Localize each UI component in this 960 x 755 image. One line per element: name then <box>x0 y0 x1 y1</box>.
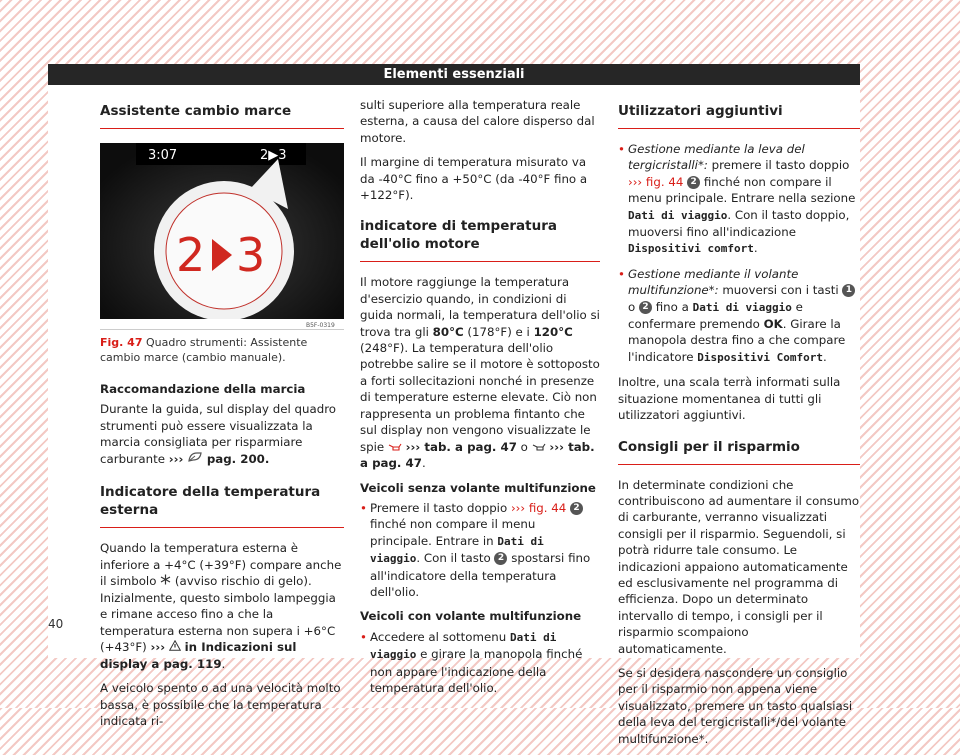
display-gear-big-left: 2 <box>176 228 206 282</box>
fig-link[interactable]: ››› fig. 44 <box>510 501 567 516</box>
key-badge-2c: 2 <box>639 301 652 314</box>
section-title-gear-assist: Assistente cambio marce <box>100 102 344 129</box>
caption-label: Fig. 47 <box>100 336 143 349</box>
warning-triangle-icon <box>169 639 181 655</box>
subheading-recommendation: Raccomandazione della marcia <box>100 382 306 396</box>
snowflake-icon <box>160 573 171 589</box>
outside-temp-paragraph: Quando la temperatura esterna è inferiore a +4°C (+39°F) compare anche il simbolo (avviso rischio di gelo). Inizialmente, questo simbolo lampeggia e rimane acceso fino a che la temperatura esterna non supera i +6°C (+43°F) ››› in Indicazioni sul display a pag. 119. <box>100 541 342 671</box>
key-badge-1: 1 <box>842 284 855 297</box>
manual-page <box>48 64 860 746</box>
oil-temp-icon <box>532 439 546 455</box>
figure-caption <box>100 336 344 365</box>
caption-text: Quadro strumenti: Assistente cambio marce (cambio manuale). <box>100 336 308 364</box>
display-gear-big-right: 3 <box>236 228 266 282</box>
col2-paragraph-1: sulti superiore alla temperatura reale esterna, a causa del calore disperso dal motore. <box>360 98 595 145</box>
table-link-2[interactable]: ››› tab. a pag. 47 <box>360 439 595 471</box>
column-2 <box>360 85 600 704</box>
section-title-oil-temp: indicatore di temperatura dell'olio motore <box>360 217 600 262</box>
recommendation-link[interactable]: pag. 200 <box>206 451 265 466</box>
key-badge-2b: 2 <box>494 552 507 565</box>
saving-tips-paragraph-1: In determinate condizioni che contribuiscono ad aumentare il consumo di carburante, verranno visualizzati consigli per il risparmio. Seguendoli, si potrà ridurre tale consumo. Le indicazioni appaiono automaticamente ed esclusivamente nel programma di efficienza. Dopo un determinato intervallo di tempo, i consigli per il risparmio scompaiono automaticamente. <box>618 477 860 656</box>
display-gear-top: 2▶3 <box>260 148 287 163</box>
display-indications-link[interactable]: in Indicazioni sul display a pag. 119 <box>100 640 297 671</box>
bullet-no-mfsw: • Premere il tasto doppio ››› fig. 44 2 finché non compare il menu principale. Entrare in Dati di viaggio. Con il tasto 2 spostarsi fino all'indicatore della temperatura dell'olio. <box>360 500 600 600</box>
additional-users-paragraph: Inoltre, una scala terrà informati sulla situazione momentanea di tutti gli utilizzatori aggiuntivi. <box>618 375 841 423</box>
saving-tips-paragraph-2: Se si desidera nascondere un consiglio per il risparmio non appena viene visualizzato, premere un tasto qualsiasi della leva del tergicristalli*/del volante multifunzione*. <box>618 665 853 746</box>
figure-code: B5F-0319 <box>306 322 335 329</box>
key-badge-c3: 2 <box>687 176 700 189</box>
section-title-additional-users: Utilizzatori aggiuntivi <box>618 102 860 129</box>
subheading-mfsw: Veicoli con volante multifunzione <box>360 609 582 624</box>
table-link-1[interactable]: ››› tab. a pag. 47 <box>405 439 517 454</box>
recommendation-paragraph: Durante la guida, sul display del quadro strumenti può essere visualizzata la marcia consigliata per risparmiare carburante ››› pag. 200. <box>100 402 337 466</box>
fuel-saving-icon <box>187 451 203 467</box>
column-1 <box>100 85 344 737</box>
col2-paragraph-2: Il margine di temperatura misurato va da -40°C fino a +50°C (da -40°F fino a +122°F). <box>360 155 588 203</box>
column-3 <box>618 85 860 755</box>
page-header: Elementi essenziali <box>48 64 860 85</box>
bullet-mfsw-c3: • Gestione mediante il volante multifunzione*: muoversi con i tasti 1 o 2 fino a Dati di viaggio e confermare premendo OK. Girare la manopola destra fino a che compare l'indicatore Dispositivi Comfort. <box>618 266 860 366</box>
fig-link-2[interactable]: ››› fig. 44 <box>628 174 684 189</box>
outside-temp-paragraph-2: A veicolo spento o ad una velocità molto bassa, è possibile che la temperatura indicata ri- <box>100 681 341 728</box>
bullet-wiper-lever: • Gestione mediante la leva del tergicristalli*: premere il tasto doppio ››› fig. 44 2 finché non compare il menu principale. Entrare nella sezione Dati di viaggio. Con il tasto doppio, muoversi fino all'indicazione Dispositivi comfort. <box>618 141 860 258</box>
display-time: 3:07 <box>148 148 178 163</box>
page-number: 40 <box>48 617 64 631</box>
figure-gear-assist <box>100 143 344 330</box>
key-badge-2: 2 <box>570 502 583 515</box>
oil-temp-paragraph: Il motore raggiunge la temperatura d'esercizio quando, in condizioni di guida normali, la temperatura dell'olio si trova tra gli 80°C (178°F) e i 120°C (248°F). La temperatura dell'olio potrebbe salire se il motore è sottoposto a forti sollecitazioni nonché in presenze di temperature esterne elevate. Ciò non rappresenta un problema fintanto che sul display non vengono visualizzate le spie ››› tab. a pag. 47 o ››› tab. a pag. 47. <box>360 275 600 471</box>
bullet-mfsw: • Accedere al sottomenu Dati di viaggio e girare la manopola finché non appare l'indicazione della temperatura dell'olio. <box>360 629 600 697</box>
gear-display-illustration <box>100 143 344 329</box>
oil-can-icon <box>388 439 402 455</box>
subheading-no-mfsw: Veicoli senza volante multifunzione <box>360 480 596 495</box>
section-title-saving-tips: Consigli per il risparmio <box>618 438 860 465</box>
section-title-outside-temp: Indicatore della temperatura esterna <box>100 483 344 528</box>
